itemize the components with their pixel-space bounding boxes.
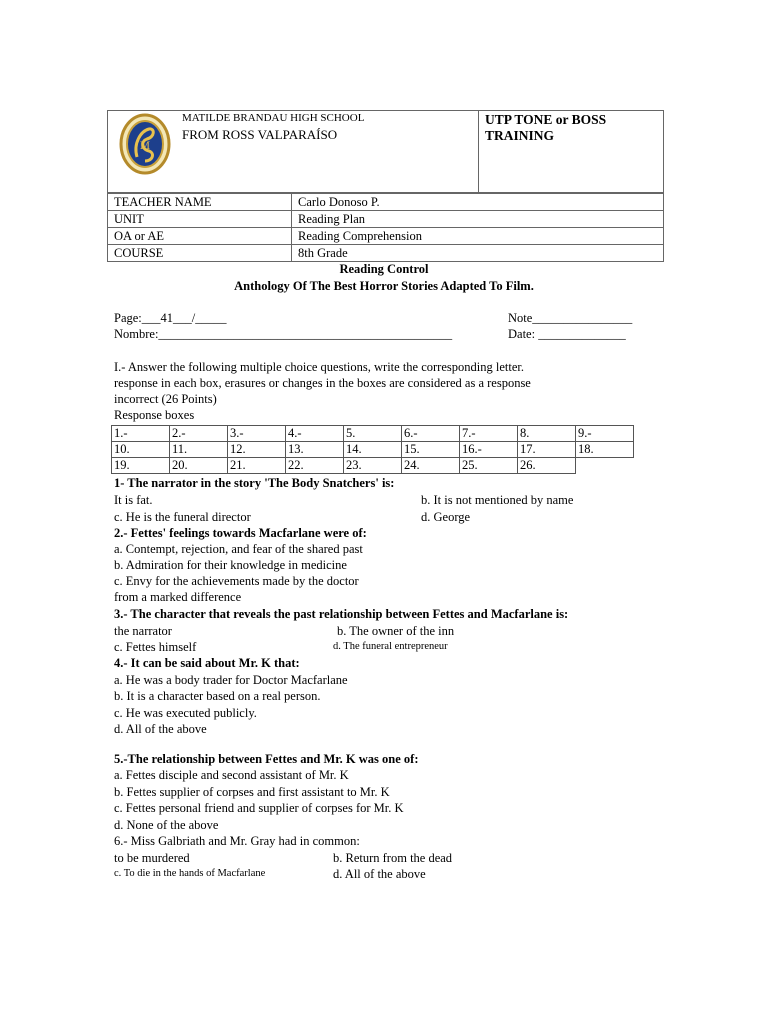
question-1-option-c: c. He is the funeral director bbox=[114, 510, 251, 524]
response-box[interactable]: 13. bbox=[286, 442, 344, 458]
question-4-option-a: a. He was a body trader for Doctor Macfarlane bbox=[114, 673, 348, 687]
response-box[interactable]: 8. bbox=[518, 426, 576, 442]
response-box[interactable]: 21. bbox=[228, 458, 286, 474]
question-2-option-a: a. Contempt, rejection, and fear of the shared past bbox=[114, 542, 363, 556]
question-2-option-c: c. Envy for the achievements made by the doctor bbox=[114, 574, 359, 588]
question-3-option-c: c. Fettes himself bbox=[114, 640, 197, 654]
response-box[interactable]: 14. bbox=[344, 442, 402, 458]
question-1-option-d: d. George bbox=[421, 510, 471, 524]
question-5-option-d: d. None of the above bbox=[114, 818, 219, 832]
response-boxes-label: Response boxes bbox=[114, 408, 195, 422]
question-1-option-b: b. It is not mentioned by name bbox=[421, 493, 574, 507]
response-box[interactable]: 22. bbox=[286, 458, 344, 474]
response-box[interactable]: 24. bbox=[402, 458, 460, 474]
response-box[interactable]: 26. bbox=[518, 458, 576, 474]
instruction-line: incorrect (26 Points) bbox=[114, 392, 217, 406]
question-4-option-b: b. It is a character based on a real person. bbox=[114, 689, 321, 703]
question-5-option-a: a. Fettes disciple and second assistant of Mr. K bbox=[114, 768, 349, 782]
response-box[interactable]: 17. bbox=[518, 442, 576, 458]
question-1-stem: 1- The narrator in the story 'The Body Snatchers' is: bbox=[114, 476, 395, 490]
info-value: Carlo Donoso P. bbox=[292, 194, 664, 211]
page-field[interactable]: Page:___41___/_____ bbox=[114, 311, 227, 325]
name-field[interactable]: Nombre:_______________________________________________ bbox=[114, 327, 453, 341]
question-3-option-a: the narrator bbox=[114, 624, 172, 638]
page-title: Reading Control bbox=[339, 262, 429, 276]
question-5-option-b: b. Fettes supplier of corpses and first assistant to Mr. K bbox=[114, 785, 390, 799]
question-6-option-c: c. To die in the hands of Macfarlane bbox=[114, 868, 266, 879]
department-title: UTP TONE or BOSS TRAINING bbox=[485, 112, 607, 143]
response-box[interactable]: 5. bbox=[344, 426, 402, 442]
info-label: OA or AE bbox=[108, 228, 292, 245]
info-row-oa bbox=[108, 228, 664, 245]
instruction-line: I.- Answer the following multiple choice questions, write the corresponding letter. bbox=[114, 360, 524, 374]
question-3-option-b: b. The owner of the inn bbox=[337, 624, 455, 638]
question-4-option-c: c. He was executed publicly. bbox=[114, 706, 257, 720]
response-box[interactable]: 7.- bbox=[460, 426, 518, 442]
response-row bbox=[112, 458, 634, 474]
header-divider bbox=[478, 110, 479, 193]
info-value: Reading Plan bbox=[292, 211, 664, 228]
school-crest-icon bbox=[119, 113, 171, 175]
question-2-stem: 2.- Fettes' feelings towards Macfarlane were of: bbox=[114, 526, 367, 540]
info-label: UNIT bbox=[108, 211, 292, 228]
response-box[interactable]: 23. bbox=[344, 458, 402, 474]
question-6-option-b: b. Return from the dead bbox=[333, 851, 453, 865]
question-1-option-a: It is fat. bbox=[114, 493, 153, 507]
response-box-empty bbox=[576, 458, 634, 474]
question-5-option-c: c. Fettes personal friend and supplier of corpses for Mr. K bbox=[114, 801, 404, 815]
question-2-option-c-cont: from a marked difference bbox=[114, 590, 242, 604]
instruction-line: response in each box, erasures or changes in the boxes are considered as a response bbox=[114, 376, 531, 390]
info-row-course bbox=[108, 245, 664, 262]
info-table bbox=[107, 193, 664, 262]
school-city: FROM ROSS VALPARAÍSO bbox=[182, 127, 338, 142]
response-row bbox=[112, 426, 634, 442]
info-label: TEACHER NAME bbox=[108, 194, 292, 211]
school-name: MATILDE BRANDAU HIGH SCHOOL bbox=[182, 112, 365, 124]
response-box[interactable]: 25. bbox=[460, 458, 518, 474]
question-5-stem: 5.-The relationship between Fettes and Mr. K was one of: bbox=[114, 752, 419, 766]
question-3-stem: 3.- The character that reveals the past relationship between Fettes and Macfarlane is: bbox=[114, 607, 569, 621]
response-row bbox=[112, 442, 634, 458]
response-box[interactable]: 10. bbox=[112, 442, 170, 458]
info-row-teacher bbox=[108, 194, 664, 211]
response-box[interactable]: 6.- bbox=[402, 426, 460, 442]
response-box[interactable]: 16.- bbox=[460, 442, 518, 458]
response-box[interactable]: 15. bbox=[402, 442, 460, 458]
info-value: 8th Grade bbox=[292, 245, 664, 262]
response-boxes-table bbox=[111, 425, 634, 474]
response-box[interactable]: 19. bbox=[112, 458, 170, 474]
date-field[interactable]: Date: ______________ bbox=[508, 327, 626, 341]
question-6-stem: 6.- Miss Galbriath and Mr. Gray had in common: bbox=[114, 834, 360, 848]
response-box[interactable]: 12. bbox=[228, 442, 286, 458]
response-box[interactable]: 4.- bbox=[286, 426, 344, 442]
response-box[interactable]: 11. bbox=[170, 442, 228, 458]
svg-text:M: M bbox=[139, 141, 151, 152]
question-3-option-d: d. The funeral entrepreneur bbox=[333, 641, 448, 652]
question-6-option-a: to be murdered bbox=[114, 851, 190, 865]
info-label: COURSE bbox=[108, 245, 292, 262]
response-box[interactable]: 2.- bbox=[170, 426, 228, 442]
response-box[interactable]: 20. bbox=[170, 458, 228, 474]
response-box[interactable]: 9.- bbox=[576, 426, 634, 442]
response-box[interactable]: 18. bbox=[576, 442, 634, 458]
response-box[interactable]: 3.- bbox=[228, 426, 286, 442]
info-value: Reading Comprehension bbox=[292, 228, 664, 245]
question-6-option-d: d. All of the above bbox=[333, 867, 426, 881]
question-4-stem: 4.- It can be said about Mr. K that: bbox=[114, 656, 300, 670]
response-box[interactable]: 1.- bbox=[112, 426, 170, 442]
page-subtitle: Anthology Of The Best Horror Stories Adapted To Film. bbox=[234, 279, 534, 293]
question-2-option-b: b. Admiration for their knowledge in medicine bbox=[114, 558, 347, 572]
question-4-option-d: d. All of the above bbox=[114, 722, 207, 736]
info-row-unit bbox=[108, 211, 664, 228]
note-field[interactable]: Note________________ bbox=[508, 311, 633, 325]
